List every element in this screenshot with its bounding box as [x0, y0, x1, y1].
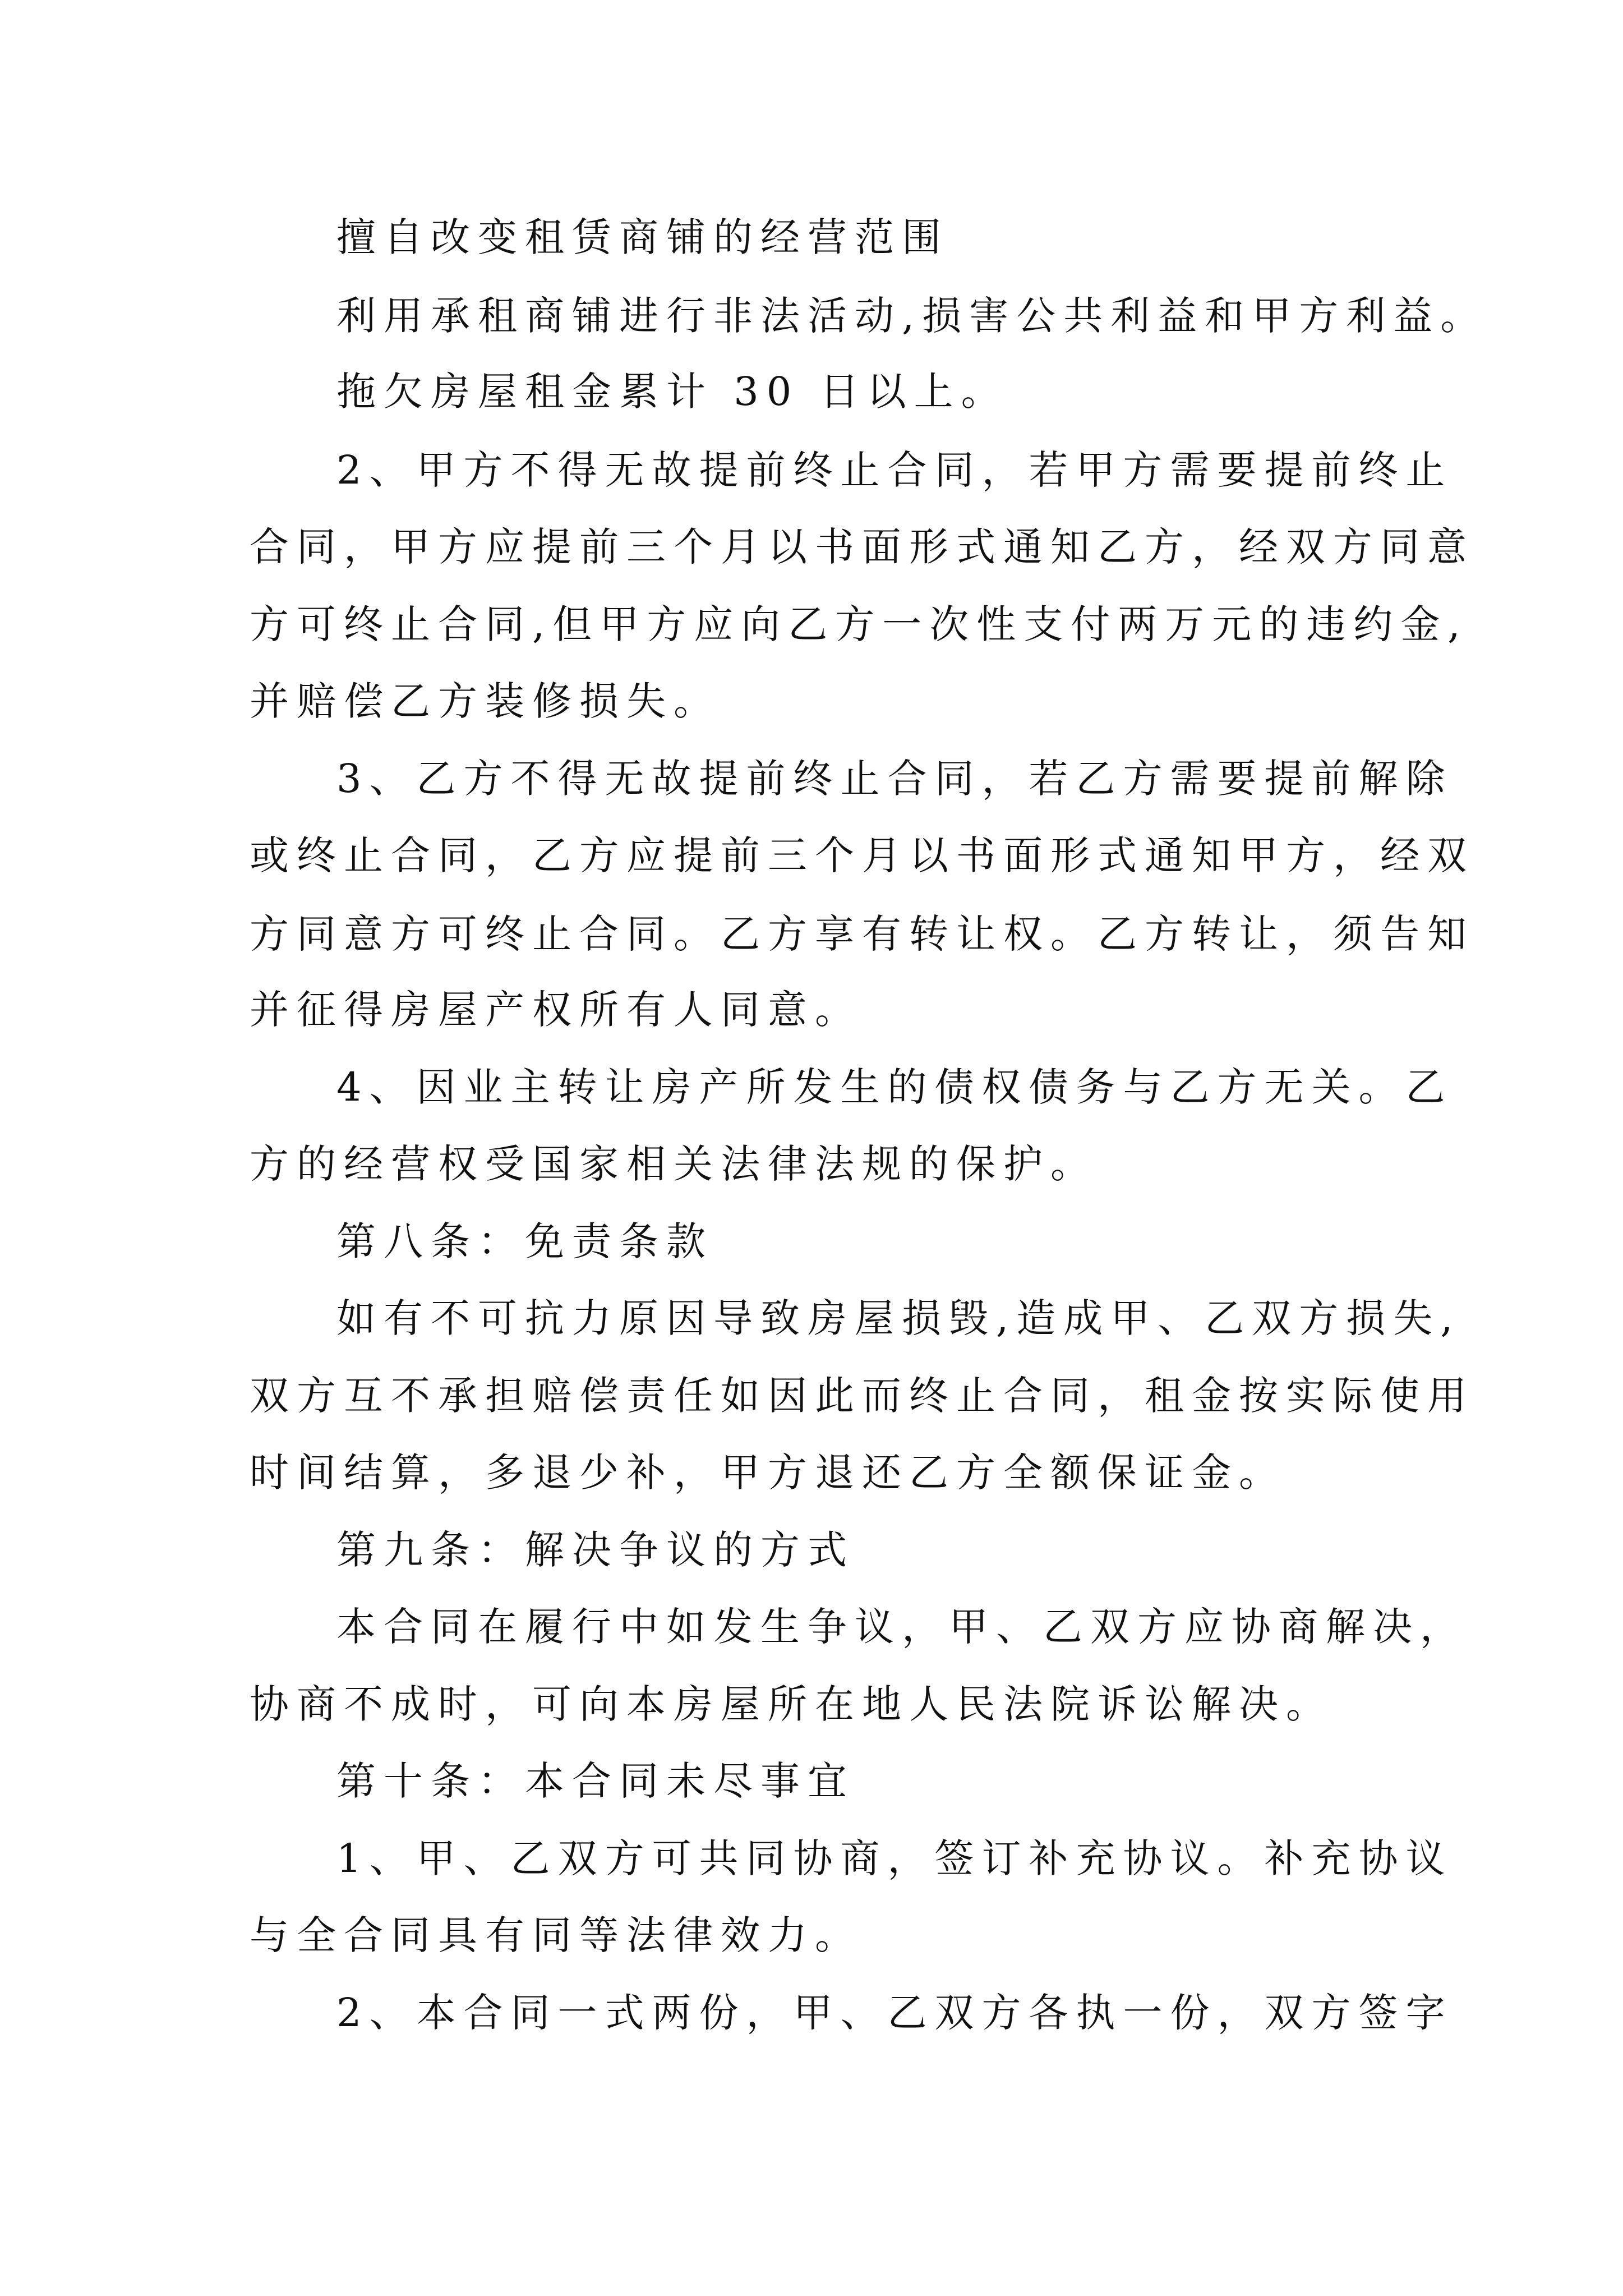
text-line-9: 或终止合同，乙方应提前三个月以书面形式通知甲方，经双: [250, 832, 1474, 878]
text-line-11: 并征得房屋产权所有人同意。: [250, 987, 862, 1033]
text-line-24: 2、本合同一式两份，甲、乙双方各执一份，双方签字: [336, 1990, 1453, 2036]
text-line-4: 2、甲方不得无故提前终止合同，若甲方需要提前终止: [336, 447, 1453, 493]
text-line-13: 方的经营权受国家相关法律法规的保护。: [250, 1141, 1098, 1187]
text-line-22: 1、甲、乙双方可共同协商，签订补充协议。补充协议: [336, 1835, 1453, 1881]
text-line-7: 并赔偿乙方装修损失。: [250, 678, 721, 724]
text-line-10: 方同意方可终止合同。乙方享有转让权。乙方转让，须告知: [250, 911, 1474, 957]
text-line-1: 擅自改变租赁商铺的经营范围: [336, 214, 949, 260]
text-line-12: 4、因业主转让房产所发生的债权债务与乙方无关。乙: [336, 1064, 1453, 1110]
text-line-2: 利用承租商铺进行非法活动,损害公共利益和甲方利益。: [336, 293, 1488, 339]
text-line-17: 时间结算，多退少补，甲方退还乙方全额保证金。: [250, 1450, 1286, 1496]
section-heading-10: 第十条：本合同未尽事宜: [336, 1758, 855, 1804]
text-line-23: 与全合同具有同等法律效力。: [250, 1912, 862, 1958]
section-heading-9: 第九条：解决争议的方式: [336, 1527, 855, 1573]
text-line-5: 合同，甲方应提前三个月以书面形式通知乙方，经双方同意: [250, 524, 1474, 570]
section-heading-8: 第八条：免责条款: [336, 1218, 713, 1264]
text-line-3: 拖欠房屋租金累计 30 日以上。: [336, 369, 1008, 415]
text-line-15: 如有不可抗力原因导致房屋损毁,造成甲、乙双方损失,: [336, 1295, 1461, 1341]
text-line-6: 方可终止合同,但甲方应向乙方一次性支付两万元的违约金,: [250, 601, 1468, 647]
text-line-19: 本合同在履行中如发生争议，甲、乙双方应协商解决，: [336, 1604, 1467, 1650]
text-line-16: 双方互不承担赔偿责任如因此而终止合同，租金按实际使用: [250, 1373, 1474, 1419]
text-line-20: 协商不成时，可向本房屋所在地人民法院诉讼解决。: [250, 1681, 1333, 1727]
text-line-8: 3、乙方不得无故提前终止合同，若乙方需要提前解除: [336, 756, 1453, 802]
